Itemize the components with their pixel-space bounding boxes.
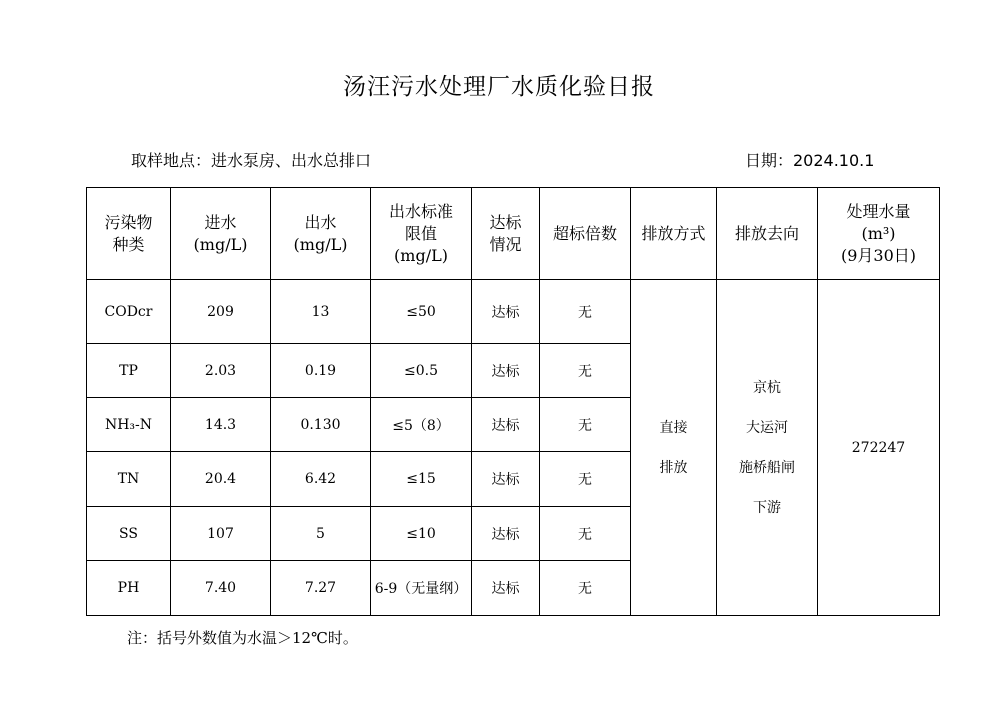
outflow-value: 5 xyxy=(271,507,371,561)
outflow-value: 13 xyxy=(271,280,371,344)
outflow-value: 0.19 xyxy=(271,344,371,398)
status-value: 达标 xyxy=(472,398,540,452)
outflow-value: 7.27 xyxy=(271,561,371,616)
header-exceed: 超标倍数 xyxy=(540,188,631,280)
limit-value: ≤5（8） xyxy=(371,398,472,452)
exceed-value: 无 xyxy=(540,452,631,507)
exceed-value: 无 xyxy=(540,280,631,344)
header-pollutant: 污染物 种类 xyxy=(87,188,171,280)
volume-value: 272247 xyxy=(818,280,940,616)
status-value: 达标 xyxy=(472,280,540,344)
status-value: 达标 xyxy=(472,452,540,507)
limit-value: ≤50 xyxy=(371,280,472,344)
inflow-value: 14.3 xyxy=(171,398,271,452)
status-value: 达标 xyxy=(472,344,540,398)
status-value: 达标 xyxy=(472,561,540,616)
inflow-value: 209 xyxy=(171,280,271,344)
limit-value: 6-9（无量纲） xyxy=(371,561,472,616)
pollutant-name: NH₃-N xyxy=(87,398,171,452)
pollutant-name: CODcr xyxy=(87,280,171,344)
header-inflow: 进水 (mg/L) xyxy=(171,188,271,280)
inflow-value: 7.40 xyxy=(171,561,271,616)
table-row xyxy=(87,280,940,344)
header-discharge-dest: 排放去向 xyxy=(717,188,818,280)
header-status: 达标 情况 xyxy=(472,188,540,280)
outflow-value: 6.42 xyxy=(271,452,371,507)
limit-value: ≤10 xyxy=(371,507,472,561)
discharge-method-cell: 直接 排放 xyxy=(631,280,717,616)
header-outflow: 出水 (mg/L) xyxy=(271,188,371,280)
report-date: 日期：2024.10.1 xyxy=(745,151,875,170)
header-volume: 处理水量 (m³) (9月30日) xyxy=(818,188,940,280)
header-limit: 出水标准 限值 (mg/L) xyxy=(371,188,472,280)
inflow-value: 20.4 xyxy=(171,452,271,507)
limit-value: ≤15 xyxy=(371,452,472,507)
pollutant-name: SS xyxy=(87,507,171,561)
header-row xyxy=(87,188,940,280)
sampling-location: 取样地点：进水泵房、出水总排口 xyxy=(131,151,372,170)
exceed-value: 无 xyxy=(540,507,631,561)
limit-value: ≤0.5 xyxy=(371,344,472,398)
outflow-value: 0.130 xyxy=(271,398,371,452)
exceed-value: 无 xyxy=(540,398,631,452)
footnote: 注：括号外数值为水温＞12℃时。 xyxy=(127,629,358,647)
report-title: 汤汪污水处理厂水质化验日报 xyxy=(343,74,655,100)
pollutant-name: PH xyxy=(87,561,171,616)
water-quality-table xyxy=(86,187,940,616)
inflow-value: 2.03 xyxy=(171,344,271,398)
exceed-value: 无 xyxy=(540,344,631,398)
pollutant-name: TP xyxy=(87,344,171,398)
pollutant-name: TN xyxy=(87,452,171,507)
header-discharge-method: 排放方式 xyxy=(631,188,717,280)
exceed-value: 无 xyxy=(540,561,631,616)
status-value: 达标 xyxy=(472,507,540,561)
discharge-dest-cell: 京杭 大运河 施桥船闸 下游 xyxy=(717,280,818,616)
inflow-value: 107 xyxy=(171,507,271,561)
